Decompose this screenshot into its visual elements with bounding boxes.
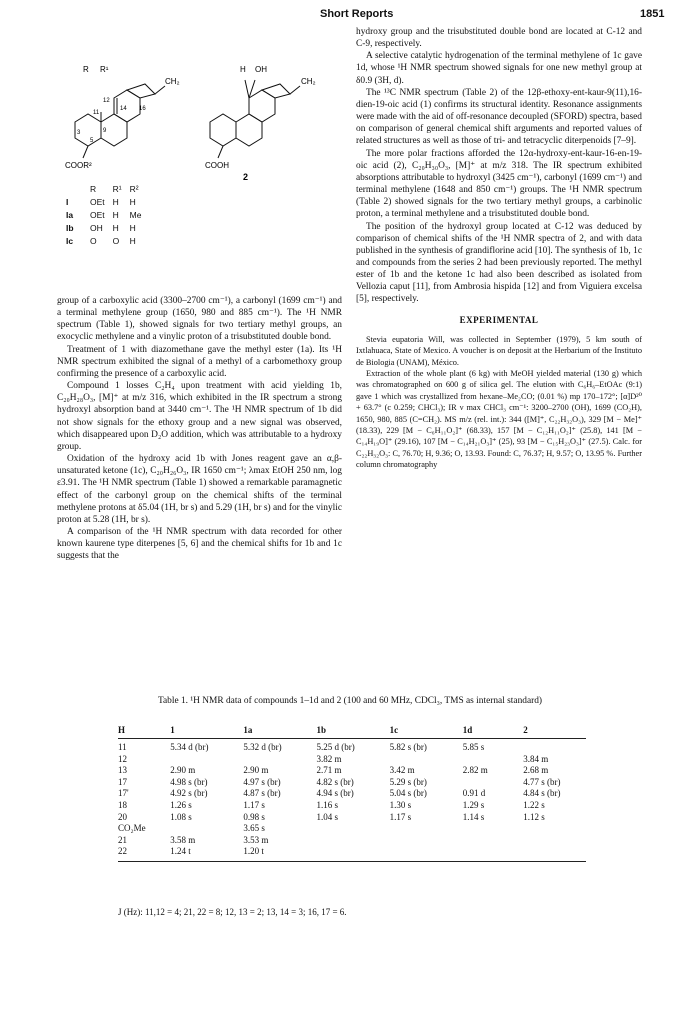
running-header: Short Reports: [320, 8, 394, 20]
paragraph: The ¹³C NMR spectrum (Table 2) of the 12β-ethoxy-ent-kaur-9(11),16-dien-19-oic acid (1) confirms its structural identity. Resonance assignments were made with the aid of off-resonance decoupled (SFORD) spectra, based on comparison of general chemical shift arguments and reported values of related structures as well as those of tri- and tetracyclic diterpenoids [7–9].: [356, 87, 642, 147]
kaurene-structures-drawing: [55, 62, 335, 182]
label-c14: 14: [120, 106, 127, 112]
nmr-data-table: [118, 722, 586, 862]
table-cell: [170, 754, 243, 766]
table-row: [118, 739, 586, 754]
paragraph: Treatment of 1 with diazomethane gave the methyl ester (1a). Its ¹H NMR spectrum exhibited the signal of a methyl of a carbomethoxy group confirming the presence of a carboxylic acid.: [57, 344, 342, 379]
column-header: 2: [523, 722, 586, 739]
table-cell: 5.29 s (br): [389, 776, 427, 787]
table-cell: [463, 835, 524, 847]
table-cell: [523, 739, 586, 754]
column-header: 1b: [316, 722, 389, 739]
table-cell: 3.58 m: [170, 834, 196, 845]
left-column: [57, 295, 342, 562]
table-cell: [243, 754, 316, 766]
section-heading: EXPERIMENTAL: [459, 314, 539, 325]
table-cell: 1.04 s: [316, 811, 338, 822]
page-number: 1851: [640, 8, 665, 20]
table-cell: 3.42 m: [389, 765, 415, 776]
label-c9: 9: [103, 128, 107, 134]
label-H: H: [240, 65, 246, 74]
table-cell: 1.26 s: [170, 799, 192, 810]
table-cell: 4.97 s (br): [243, 776, 281, 787]
table-cell: 3.84 m: [523, 753, 549, 764]
label-c11: 11: [93, 110, 100, 116]
table-cell: 4.84 s (br): [523, 788, 561, 799]
table-cell: [523, 823, 586, 835]
paragraph: Extraction of the whole plant (6 kg) with MeOH yielded material (130 g) which was chromatographed on 600 g of silica gel. The elution with C₆H₆–EtOAc (9:1) gave 1 which was crystallized from hexane–Me₂CO; (0.01 %) mp 170–172°; [α]D²⁰ + 63.7° (c 0.259; CHCl₃); IR ν max CHCl₃ cm⁻¹: 3200–2700 (OH), 1699 (CO₂H), 1650, 980, 885 (C=CH₂). MS m/z (rel. int.): 344 ([M]⁺, C₂₂H₃₂O₃), 329 [M − Me]⁺ (18.33), 229 [M − C₆H₁₁O₂]⁺ (68.33), 157 [M − C₁₂H₁₁O₂]⁺ (25.8), 141 [M − C₁₄H₁₉O]⁺ (29.16), 107 [M − C₁₄H₂₁O₃]⁺ (25), 93 [M − C₁₅H₂₃O₃]⁺ (27.5). Calc. for C₂₂H₃₂O₃: C, 76.70; H, 9.36; O, 13.93. Found: C, 76.37; H, 9.57; O, 13.95 %. Further column chromatography: [356, 368, 642, 470]
ring-a-2: [210, 114, 236, 146]
table-cell: [316, 835, 389, 847]
label-c5: 5: [90, 138, 94, 144]
table-cell: 5.85 s: [462, 742, 485, 752]
table-cell: 1.22 s: [523, 799, 545, 810]
table-cell: 1.30 s: [389, 799, 412, 810]
table-cell: 20: [118, 811, 127, 822]
ring-d-1: [127, 84, 155, 98]
table-cell: 1.12 s: [523, 811, 545, 822]
paragraph: The position of the hydroxyl group located at C-12 was deduced by comparison of chemical shifts of the ¹H NMR spectra of 2, and with data published in the synthesis of grandiflorine acid [10]. The synthesis of 1b, 1c and compounds from the series 2 had been previously reported. The methyl ester of 1b and the ketone 1c had also been described as isolated from Vellozia caput [11], from Ambrosia hispida [12] and from Viguiera excelsa [5], respectively.: [356, 221, 642, 305]
label-c16: 16: [139, 106, 146, 112]
table-cell: 2.71 m: [316, 765, 342, 776]
label-OH: OH: [255, 65, 267, 74]
paragraph: hydroxy group and the trisubstituted double bond are located at C-12 and C-9, respectively.: [356, 27, 642, 50]
table-cell: 11: [118, 742, 127, 752]
compound-2-label: 2: [243, 172, 249, 182]
column-header: 1a: [243, 722, 316, 739]
label-R1: R¹: [100, 65, 109, 74]
table-cell: [170, 823, 243, 835]
column-header: 1d: [463, 722, 524, 739]
column-header: H: [118, 722, 170, 739]
ring-c-2: [249, 90, 275, 122]
table-header-row: [118, 722, 586, 739]
table-cell: 17': [118, 788, 129, 799]
table-cell: 2.90 m: [170, 765, 196, 776]
paragraph: The more polar fractions afforded the 12α-hydroxy-ent-kaur-16-en-19-oic acid (2), C₂₀H₃₀O₃, [M]⁺ at m/z 318. The IR spectrum exhibited absorptions attributable to hydroxyl (3425 cm⁻¹), carbonyl (1699 cm⁻¹) and terminal methylene (1648 and 850 cm⁻¹) groups. The ¹H NMR spectrum (Table 2) showed signals for the two tertiary methyl groups, a carbinolic proton, a terminal methylene and a trisubstituted double bond.: [356, 148, 642, 220]
table-cell: 5.82 s (br): [389, 742, 427, 752]
table-cell: 1.17 s: [243, 799, 265, 810]
table-row: [118, 846, 586, 861]
table-row: [118, 754, 586, 766]
table-cell: [316, 846, 389, 861]
paragraph: A comparison of the ¹H NMR spectrum with data recorded for other known kaurene type diterpenes [5, 6] and the chemical shifts for 1b and 1c suggests that the: [57, 526, 342, 562]
table-cell: 3.53 m: [243, 834, 269, 845]
table-row: [118, 788, 586, 800]
table-cell: [463, 823, 524, 835]
table-cell: 0.91 d: [462, 788, 486, 799]
table-cell: 3.65 s: [243, 823, 265, 834]
table-row: [118, 812, 586, 824]
ring-b-2: [236, 114, 262, 146]
paragraph: Compound 1 losses C₂H₄ upon treatment with acid yielding 1b, C₂₀H₂₈O₃, [M]⁺ at m/z 316, which exhibited in the IR spectrum a strong hydroxyl absorption band at 3440 cm⁻¹. The ¹H NMR spectrum of 1b did not show signals for the ethoxy group and a new signal was observed, which disappeared upon D₂O addition, which was attributable to a hydroxy group.: [57, 381, 342, 452]
label-R: R: [83, 65, 89, 74]
label-CH2-1: CH₂: [165, 77, 180, 86]
substituent-table: [62, 182, 145, 247]
table-cell: [316, 823, 389, 835]
table-cell: [463, 777, 524, 789]
table-cell: 1.16 s: [316, 799, 338, 810]
table-row: [118, 800, 586, 812]
table-cell: 1.24 t: [170, 846, 243, 861]
substituent-row: Ib OH H H: [66, 222, 136, 233]
table-cell: 4.82 s (br): [316, 776, 354, 787]
label-c12: 12: [103, 98, 110, 104]
ring-c-1: [114, 90, 140, 122]
table-cell: 1.08 s: [170, 811, 192, 822]
table-cell: CO₂Me: [118, 823, 146, 834]
substituent-row: Ia OEt H Me: [66, 209, 142, 220]
table-cell: 1.14 s: [462, 811, 485, 822]
table-cell: 4.92 s (br): [170, 788, 208, 799]
table-cell: [463, 754, 524, 766]
table-cell: [463, 846, 524, 861]
table-cell: 12: [118, 753, 127, 764]
table-cell: 2.82 m: [462, 765, 488, 776]
paragraph: group of a carboxylic acid (3300–2700 cm⁻¹), a carbonyl (1699 cm⁻¹) and a terminal methylene group (1650, 980 and 885 cm⁻¹). The ¹H NMR spectrum (Table 1), showed signals for two tertiary methyl groups, an exocyclic methylene and a vinylic proton of a trisubstituted double bond.: [57, 296, 342, 343]
right-column: [356, 26, 642, 471]
substituent-row: I OEt H H: [66, 196, 136, 207]
paragraph: Oxidation of the hydroxy acid 1b with Jones reagent gave an α,β-unsaturated ketone (1c), C₂₀H₂₆O₃, IR 1650 cm⁻¹; λmax EtOH 250 nm, log ε3.91. The ¹H NMR spectrum (Table 1) showed a remarkable paramagnetic effect of the carbonyl group on the chemical shifts of the terminal methylene protons at δ5.04 (1H, br s) and 5.29 (1H, br s) and for the vinylic proton at 5.28 (1H, br s).: [57, 454, 342, 525]
table-cell: 13: [118, 765, 127, 776]
paragraph: Stevia eupatoria Will, was collected in September (1979), 5 km south of Ixtlahuaca, State of Mexico. A voucher is on deposit at the Herbarium of the Instituto de Biologia (UNAM), México.: [356, 334, 642, 367]
table-cell: [390, 754, 463, 766]
table-cell: 4.94 s (br): [316, 788, 354, 799]
column-header: 1: [170, 722, 243, 739]
table-caption: Table 1. ¹H NMR data of compounds 1–1d and 2 (100 and 60 MHz, CDCl₃, TMS as internal standard): [157, 696, 543, 706]
column-header: 1c: [390, 722, 463, 739]
label-COOH: COOH: [205, 161, 229, 170]
table-cell: [390, 846, 463, 861]
label-c3: 3: [77, 130, 81, 136]
table-cell: 2.90 m: [243, 765, 269, 776]
table-cell: 2.68 m: [523, 765, 549, 776]
substituent-row: Ic O O H: [66, 235, 136, 246]
table-cell: 22: [118, 846, 170, 861]
table-cell: 1.20 t: [243, 846, 316, 861]
table-cell: 3.82 m: [316, 753, 342, 764]
table-row: [118, 777, 586, 789]
table-cell: 18: [118, 799, 127, 810]
table-cell: 5.25 d (br): [316, 742, 355, 752]
table-cell: 5.32 d (br): [243, 742, 282, 752]
table-cell: 1.17 s: [389, 811, 412, 822]
table-cell: 4.98 s (br): [170, 776, 208, 787]
substituent-header: R R¹ R²: [90, 183, 139, 194]
ring-d-2: [262, 84, 290, 98]
table-cell: 4.87 s (br): [243, 788, 281, 799]
table-cell: 21: [118, 834, 127, 845]
table-cell: [523, 846, 586, 861]
table-cell: [390, 835, 463, 847]
table-row: [118, 835, 586, 847]
table-row: [118, 823, 586, 835]
table-cell: 5.04 s (br): [389, 788, 427, 799]
table-cell: [390, 823, 463, 835]
table-cell: 0.98 s: [243, 811, 265, 822]
table-footnote: J (Hz): 11,12 = 4; 21, 22 = 8; 12, 13 = 2; 13, 14 = 3; 16, 17 = 6.: [118, 907, 347, 917]
table-cell: 1.29 s: [462, 799, 485, 810]
table-cell: 17: [118, 776, 127, 787]
table-cell: 4.77 s (br): [523, 776, 561, 787]
paragraph: A selective catalytic hydrogenation of the terminal methylene of 1c gave 1d, whose ¹H NMR spectrum showed signals for one new methyl group at δ0.9 (3H, d).: [356, 51, 642, 86]
label-COOR2: COOR²: [65, 161, 92, 170]
label-CH2-2: CH₂: [301, 77, 316, 86]
table-row: [118, 765, 586, 777]
table-cell: [523, 835, 586, 847]
table-cell: 5.34 d (br): [170, 742, 209, 752]
